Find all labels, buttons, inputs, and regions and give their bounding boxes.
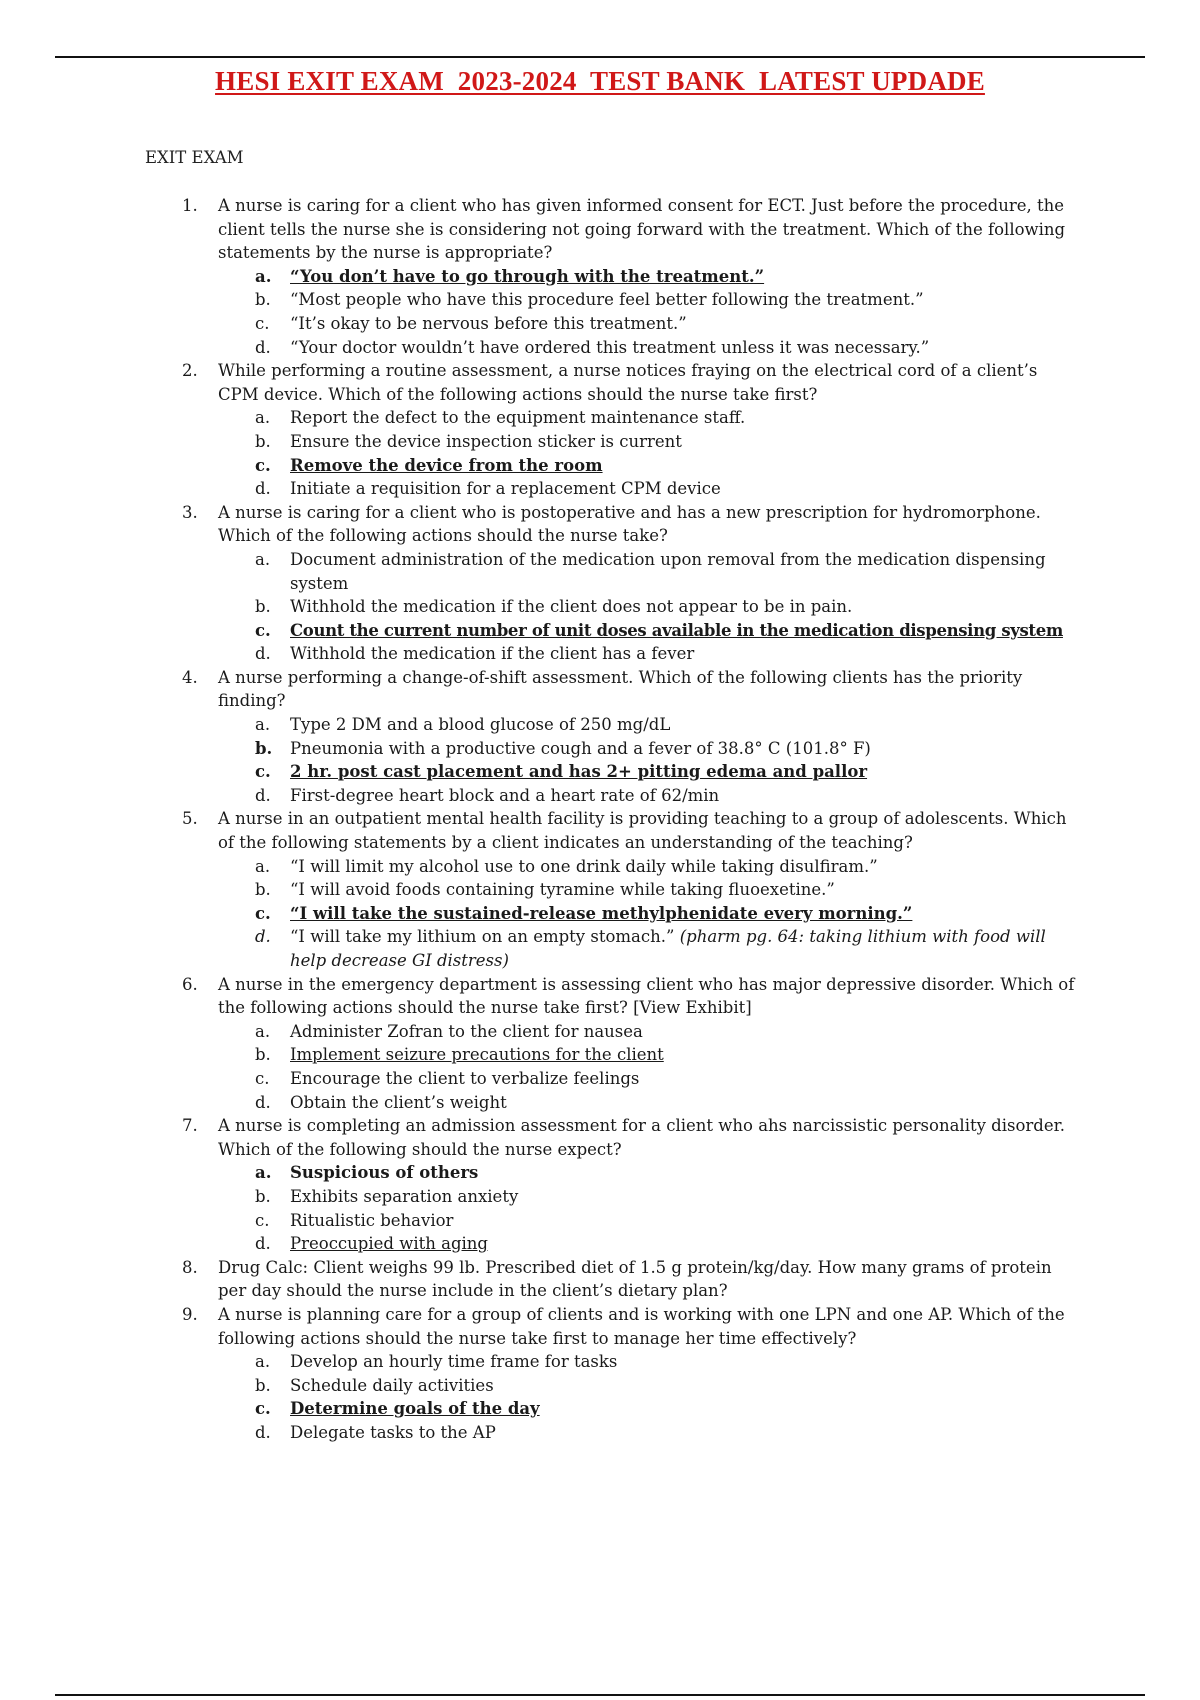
option-text: Preoccupied with aging	[290, 1234, 488, 1254]
option-1c	[0, 312, 1200, 336]
question-list	[0, 194, 1200, 1444]
option-text: Ensure the device inspection sticker is current	[290, 431, 682, 451]
option-letter: a.	[255, 1163, 272, 1183]
option-letter: d.	[255, 927, 271, 947]
question-5	[0, 807, 1200, 854]
question-text: A nurse is completing an admission assessment for a client who ahs narcissistic personality disorder. Which of the following should the nurse expect?	[218, 1116, 1065, 1159]
option-text: Delegate tasks to the AP	[290, 1422, 496, 1442]
option-letter: a.	[255, 1352, 271, 1372]
question-number: 5.	[182, 809, 198, 829]
option-text: Remove the device from the room	[290, 455, 603, 475]
option-9b	[0, 1374, 1200, 1398]
option-5c	[0, 902, 1200, 926]
option-text: Document administration of the medication upon removal from the medication dispensing system	[290, 549, 1046, 593]
top-rule	[55, 56, 1145, 58]
option-text: “I will take my lithium on an empty stomach.”	[290, 927, 675, 947]
option-letter: b.	[255, 290, 271, 310]
option-letter: a.	[255, 408, 271, 428]
option-letter: b.	[255, 1375, 271, 1395]
question-number: 4.	[182, 667, 198, 687]
option-4b	[0, 737, 1200, 761]
option-text: “I will limit my alcohol use to one drink daily while taking disulfiram.”	[290, 856, 878, 876]
option-letter: c.	[255, 903, 271, 923]
option-2b	[0, 430, 1200, 454]
option-7b	[0, 1185, 1200, 1209]
option-9c	[0, 1397, 1200, 1421]
option-6c	[0, 1067, 1200, 1091]
option-text: Develop an hourly time frame for tasks	[290, 1352, 618, 1372]
option-letter: c.	[255, 1399, 271, 1419]
option-letter: b.	[255, 1045, 271, 1065]
question-8	[0, 1256, 1200, 1303]
option-letter: d.	[255, 644, 271, 664]
option-letter: c.	[255, 1210, 270, 1230]
option-text: Administer Zofran to the client for nausea	[290, 1021, 643, 1041]
option-text: Suspicious of others	[290, 1163, 479, 1183]
option-note: (pharm pg. 64: taking lithium with food will help decrease GI distress)	[290, 927, 1046, 970]
question-9	[0, 1303, 1200, 1350]
question-number: 1.	[182, 196, 198, 215]
option-9a	[0, 1350, 1200, 1374]
option-text: Obtain the client’s weight	[290, 1092, 507, 1112]
option-letter: a.	[255, 549, 271, 569]
question-number: 7.	[182, 1116, 198, 1136]
option-5a	[0, 855, 1200, 879]
question-1	[0, 194, 1200, 265]
option-letter: c.	[255, 455, 271, 475]
question-text: A nurse is planning care for a group of clients and is working with one LPN and one AP. Which of the following actions should the nurse take first to manage her time effectively?	[218, 1304, 1065, 1348]
option-2d	[0, 477, 1200, 501]
question-3	[0, 501, 1200, 548]
question-text: While performing a routine assessment, a nurse notices fraying on the electrical cord of a client’s CPM device. Which of the following actions should the nurse take first?	[218, 361, 1038, 404]
option-text: Withhold the medication if the client does not appear to be in pain.	[290, 597, 853, 617]
question-text: Drug Calc: Client weighs 99 lb. Prescribed diet of 1.5 g protein/kg/day. How many grams of protein per day should the nurse include in the client’s dietary plan?	[218, 1257, 1052, 1301]
option-4a	[0, 713, 1200, 737]
question-text: A nurse in an outpatient mental health facility is providing teaching to a group of adolescents. Which of the following statements by a client indicates an understanding of the teaching?	[218, 809, 1067, 853]
option-letter: b.	[255, 880, 271, 900]
question-2	[0, 359, 1200, 406]
option-text: Exhibits separation anxiety	[290, 1186, 519, 1206]
question-7	[0, 1114, 1200, 1161]
option-text: “I will take the sustained-release methylphenidate every morning.”	[290, 903, 913, 923]
option-letter: c.	[255, 620, 271, 640]
option-letter: d.	[255, 785, 271, 805]
option-letter: d.	[255, 337, 271, 357]
option-letter: d.	[255, 479, 271, 499]
question-number: 6.	[182, 974, 198, 994]
option-7d	[0, 1232, 1200, 1256]
question-4	[0, 666, 1200, 713]
question-text: A nurse performing a change-of-shift assessment. Which of the following clients has the priority finding?	[218, 667, 1023, 711]
option-3c	[0, 619, 1200, 643]
question-number: 9.	[182, 1304, 198, 1324]
option-1b	[0, 288, 1200, 312]
option-letter: a.	[255, 715, 271, 735]
option-2a	[0, 406, 1200, 430]
option-text: “Most people who have this procedure feel better following the treatment.”	[290, 290, 924, 310]
question-number: 3.	[182, 502, 198, 522]
option-text: Schedule daily activities	[290, 1375, 494, 1395]
option-text: Count the current number of unit doses available in the medication dispensing system	[290, 620, 1063, 640]
option-letter: b.	[255, 1186, 271, 1206]
option-letter: c.	[255, 762, 271, 782]
option-3b	[0, 595, 1200, 619]
page-title	[0, 66, 1200, 97]
option-text: Determine goals of the day	[290, 1399, 540, 1419]
option-7c	[0, 1209, 1200, 1233]
option-letter: d.	[255, 1092, 271, 1112]
option-text: Report the defect to the equipment maintenance staff.	[290, 408, 746, 428]
option-letter: b.	[255, 597, 271, 617]
option-letter: d.	[255, 1422, 271, 1442]
option-text: Implement seizure precautions for the client	[290, 1045, 664, 1065]
option-7a	[0, 1161, 1200, 1185]
option-4d	[0, 784, 1200, 808]
option-3a	[0, 548, 1200, 595]
option-text: Encourage the client to verbalize feelings	[290, 1068, 640, 1088]
bottom-rule	[55, 1694, 1145, 1696]
option-text: “Your doctor wouldn’t have ordered this treatment unless it was necessary.”	[290, 337, 930, 357]
question-text: A nurse is caring for a client who has given informed consent for ECT. Just before the procedure, the client tells the nurse she is considering not going forward with the treatment. Which of the following statements by the nurse is appropriate?	[218, 196, 1066, 263]
section-label: EXIT EXAM	[145, 148, 244, 167]
option-letter: a.	[255, 1021, 271, 1041]
option-letter: c.	[255, 313, 270, 333]
option-4c	[0, 760, 1200, 784]
question-text: A nurse is caring for a client who is postoperative and has a new prescription for hydromorphone. Which of the following actions should the nurse take?	[218, 502, 1041, 546]
title-text: HESI EXIT EXAM 2023-2024 TEST BANK LATEST UPDADE	[215, 66, 985, 96]
option-9d	[0, 1421, 1200, 1445]
option-text: Withhold the medication if the client has a fever	[290, 644, 695, 664]
option-text: “You don’t have to go through with the treatment.”	[290, 266, 765, 286]
option-letter: d.	[255, 1234, 271, 1254]
question-6	[0, 973, 1200, 1020]
option-1d	[0, 336, 1200, 360]
option-text: “I will avoid foods containing tyramine while taking fluoexetine.”	[290, 880, 835, 900]
option-letter: b.	[255, 738, 273, 758]
option-5b	[0, 878, 1200, 902]
option-text: First-degree heart block and a heart rate of 62/min	[290, 785, 720, 805]
option-text: Pneumonia with a productive cough and a fever of 38.8° C (101.8° F)	[290, 738, 871, 758]
option-text: Ritualistic behavior	[290, 1210, 454, 1230]
option-letter: a.	[255, 266, 272, 286]
option-text: Initiate a requisition for a replacement CPM device	[290, 479, 721, 499]
option-letter: a.	[255, 856, 271, 876]
question-number: 2.	[182, 361, 198, 381]
option-letter: c.	[255, 1068, 270, 1088]
option-6b	[0, 1043, 1200, 1067]
option-1a	[0, 265, 1200, 289]
option-6d	[0, 1091, 1200, 1115]
option-text: “It’s okay to be nervous before this treatment.”	[290, 313, 687, 333]
question-text: A nurse in the emergency department is assessing client who has major depressive disorder. Which of the following actions should the nurse take first? [View Exhibit]	[218, 974, 1075, 1018]
option-3d	[0, 642, 1200, 666]
option-5d	[0, 925, 1200, 972]
option-text: Type 2 DM and a blood glucose of 250 mg/dL	[290, 715, 671, 735]
question-number: 8.	[182, 1257, 198, 1277]
option-2c	[0, 454, 1200, 478]
option-6a	[0, 1020, 1200, 1044]
option-text: 2 hr. post cast placement and has 2+ pitting edema and pallor	[290, 762, 868, 782]
option-letter: b.	[255, 431, 271, 451]
